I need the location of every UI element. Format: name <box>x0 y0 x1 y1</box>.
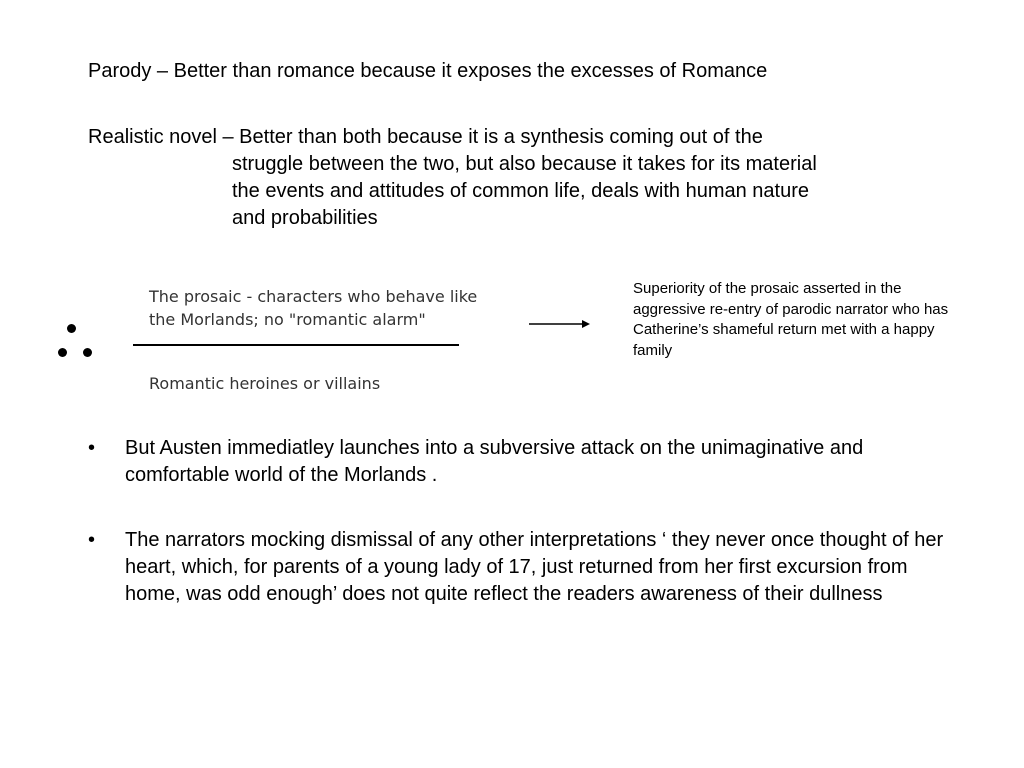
therefore-dot-top <box>67 324 76 333</box>
realistic-line-1: Realistic novel – Better than both because it is a synthesis coming out of the <box>88 126 763 148</box>
list-item <box>88 435 948 489</box>
realistic-novel-statement <box>88 124 928 232</box>
realistic-line-4: and probabilities <box>232 207 378 229</box>
therefore-dot-left <box>58 348 67 357</box>
realistic-line-3: the events and attitudes of common life, deals with human nature <box>232 180 810 202</box>
realistic-line-2: struggle between the two, but also because it takes for its material <box>232 153 817 175</box>
list-item <box>88 527 948 608</box>
bullet-icon: • <box>88 529 96 551</box>
prosaic-label-line-2: the Morlands; no "romantic alarm" <box>149 310 426 329</box>
romantic-label: Romantic heroines or villains <box>149 374 381 393</box>
bullet-icon: • <box>88 437 96 459</box>
bullet-text: The narrators mocking dismissal of any other interpretations ‘ they never once thought of her heart, which, for parents of a young lady of 17, just returned from her first excursion from home, was odd enough’ does not quite reflect the readers awareness of their dullness <box>125 529 944 605</box>
parody-statement: Parody – Better than romance because it exposes the excesses of Romance <box>88 60 768 82</box>
therefore-dot-right <box>83 348 92 357</box>
bullet-text: But Austen immediatley launches into a subversive attack on the unimaginative and comfortable world of the Morlands . <box>125 437 864 486</box>
right-arrow-icon <box>528 316 592 332</box>
prosaic-label-line-1: The prosaic - characters who behave like <box>149 287 478 306</box>
bullet-list <box>88 435 948 646</box>
superiority-note: Superiority of the prosaic asserted in the aggressive re-entry of parodic narrator who has Catherine’s shameful return met with a happy family <box>633 280 949 359</box>
divider-line <box>133 344 459 346</box>
